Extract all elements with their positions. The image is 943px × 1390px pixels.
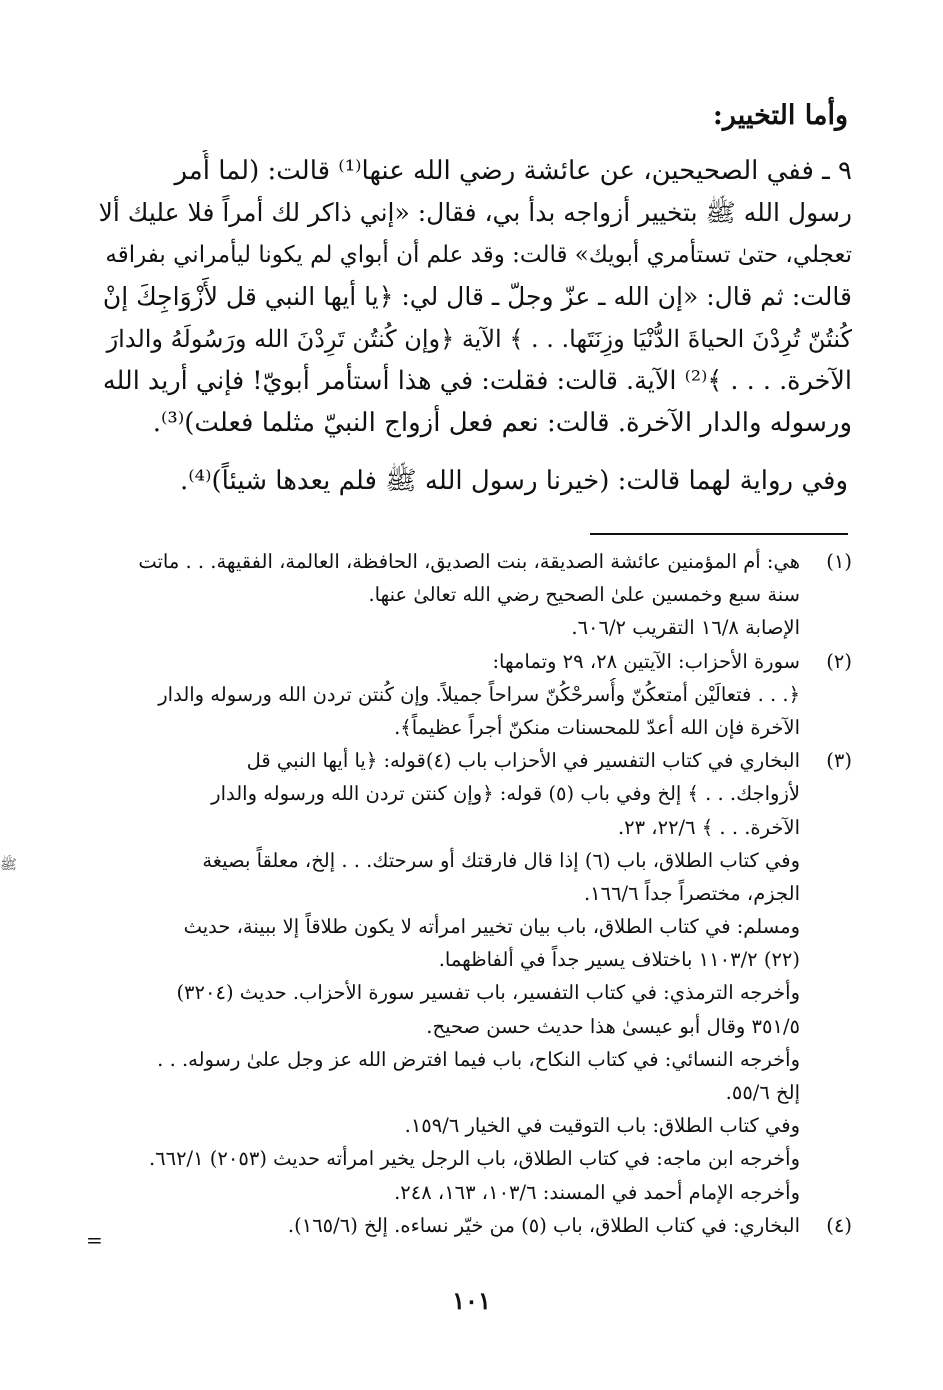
footnote-line bbox=[96, 1010, 852, 1043]
footnote-text: لأزواجك. . . ﴾ إلخ وفي باب (٥) قوله: ﴿وإن كنتن تردن الله ورسوله والدار bbox=[211, 782, 800, 806]
main-line: الآخرة. . . . ﴾⁽²⁾ الآية. قالت: فقلت: في هذا أستأمر أبويّ! فإني أريد الله bbox=[102, 366, 852, 396]
footnote-text: سورة الأحزاب: الآيتين ٢٨، ٢٩ وتمامها: bbox=[492, 649, 800, 673]
main-line: رسول الله ﷺ بتخيير أزواجه بدأ بي، فقال: «إني ذاكر لك أمراً فلا عليك ألا bbox=[98, 198, 852, 227]
footnote-line bbox=[96, 744, 852, 777]
footnote-line bbox=[96, 1043, 852, 1076]
footnote-text: وفي كتاب الطلاق: باب التوقيت في الخيار ١٥٩/٦. bbox=[404, 1114, 800, 1138]
main-hadith-text bbox=[92, 150, 852, 444]
footnote-text: وأخرجه ابن ماجه: في كتاب الطلاق، باب الرجل يخير امرأته حديث (٢٠٥٣) ٦٦٢/١. bbox=[148, 1147, 800, 1171]
footnote-line bbox=[96, 1076, 852, 1109]
footnote-text: سنة سبع وخمسين علىٰ الصحيح رضي الله تعالىٰ عنها. bbox=[368, 583, 800, 607]
footnote-text: البخاري في كتاب التفسير في الأحزاب باب (٤)قوله: ﴿يا أيها النبي قل bbox=[246, 749, 800, 773]
footnote-text: وأخرجه النسائي: في كتاب النكاح، باب فيما افترض الله عز وجل علىٰ رسوله. . . bbox=[157, 1047, 800, 1071]
footnote-text: الآخرة فإن الله أعدّ للمحسنات منكنّ أجراً عظيماً﴾. bbox=[394, 715, 800, 739]
footnote-text: وأخرجه الإمام أحمد في المسند: ١٠٣/٦، ١٦٣، ٢٤٨. bbox=[394, 1180, 800, 1204]
footnote-text: الجزم، مختصراً جداً ١٦٦/٦. bbox=[583, 881, 800, 905]
footnote-text: وأخرجه الترمذي: في كتاب التفسير، باب تفسير سورة الأحزاب. حديث (٣٢٠٤) bbox=[176, 981, 800, 1005]
main-line: كُنتُنّ تُرِدْنَ الحياةَ الدُّنْيَا وزِنَتَها. . . ﴾ الآية ﴿وإن كُنتُن تَرِدْنَ الله ورَسُولَهُ والدارَ bbox=[106, 325, 852, 353]
footnote-line bbox=[96, 811, 852, 844]
footnote-number: (٣) bbox=[826, 749, 852, 773]
footnotes bbox=[96, 545, 852, 1242]
footnote-text: الآخرة. . . ﴾ ٢٢/٦، ٢٣. bbox=[617, 815, 800, 839]
footnote-line bbox=[96, 943, 852, 976]
main-line: تعجلي، حتىٰ تستأمري أبويك» قالت: وقد علم أن أبواي لم يكونا ليأمراني بفراقه bbox=[105, 242, 852, 268]
main-line: ٩ ـ ففي الصحيحين، عن عائشة رضي الله عنها⁽¹⁾ قالت: (لما أُمر bbox=[174, 156, 852, 186]
footnote-text: وفي كتاب الطلاق، باب (٦) إذا قال فارقتك أو سرحتك. . . إلخ، معلقاً بصيغة bbox=[202, 848, 800, 872]
footnote-text: إلخ ٥٥/٦. bbox=[725, 1081, 800, 1104]
footnote-line bbox=[96, 976, 852, 1009]
footnote-line bbox=[96, 711, 852, 744]
footnote-line bbox=[96, 877, 852, 910]
footnote-line bbox=[96, 1209, 852, 1242]
footnote-text: ومسلم: في كتاب الطلاق، باب بيان تخيير امرأته لا يكون طلاقاً إلا ببينة، حديث bbox=[183, 915, 800, 939]
riwaya-line: وفي رواية لهما قالت: (خيرنا رسول الله ﷺ فلم يعدها شيئاً)⁽⁴⁾. bbox=[180, 466, 848, 496]
footnote-line bbox=[96, 777, 852, 810]
footnote-line bbox=[96, 545, 852, 578]
footnote-line bbox=[96, 844, 852, 877]
main-line: ورسوله والدار الآخرة. قالت: نعم فعل أزواج النبيّ مثلما فعلت)⁽³⁾. bbox=[152, 408, 852, 438]
footnote-text: هي: أم المؤمنين عائشة الصديقة، بنت الصديق، الحافظة، العالمة، الفقيهة. . . ماتت bbox=[138, 550, 800, 573]
footnote-line bbox=[96, 1176, 852, 1209]
footnote-line bbox=[96, 578, 852, 611]
footnote-text: ٣٥١/٥ وقال أبو عيسىٰ هذا حديث حسن صحيح. bbox=[426, 1014, 800, 1038]
footnote-line bbox=[96, 1109, 852, 1142]
footnote-text: ﴿. . . فتعالَيْن أمتعكُنّ وأُسرحْكُنّ سراحاً جميلاً. وإن كُنتن تردن الله ورسوله والدار bbox=[158, 682, 800, 706]
footnote-number: (٤) bbox=[826, 1213, 852, 1237]
footnote-line bbox=[96, 910, 852, 943]
footnote-line bbox=[96, 645, 852, 678]
continuation-mark: = bbox=[86, 1228, 103, 1252]
footnote-text: (٢٢) ١١٠٣/٢ باختلاف يسير جداً في ألفاظهما. bbox=[438, 948, 800, 972]
footnote-line bbox=[96, 611, 852, 644]
main-line: قالت: ثم قال: «إن الله ـ عزّ وجلّ ـ قال لي: ﴿يا أيها النبي قل لأَزْوَاجِكَ إنْ bbox=[102, 282, 852, 311]
section-heading: وأما التخيير: bbox=[712, 100, 848, 131]
footnote-line bbox=[96, 1142, 852, 1175]
margin-mark: ﷺ bbox=[0, 857, 17, 873]
footnote-number: (٢) bbox=[826, 649, 852, 673]
footnote-line bbox=[96, 678, 852, 711]
footnote-text: الإصابة ١٦/٨ التقريب ٦٠٦/٢. bbox=[571, 616, 800, 640]
page-number: ١٠١ bbox=[452, 1286, 491, 1315]
footnote-text: البخاري: في كتاب الطلاق، باب (٥) من خيّر نساءه. إلخ (١٦٥/٦). bbox=[287, 1213, 800, 1237]
footnote-divider bbox=[590, 533, 848, 535]
footnote-number: (١) bbox=[826, 550, 852, 573]
